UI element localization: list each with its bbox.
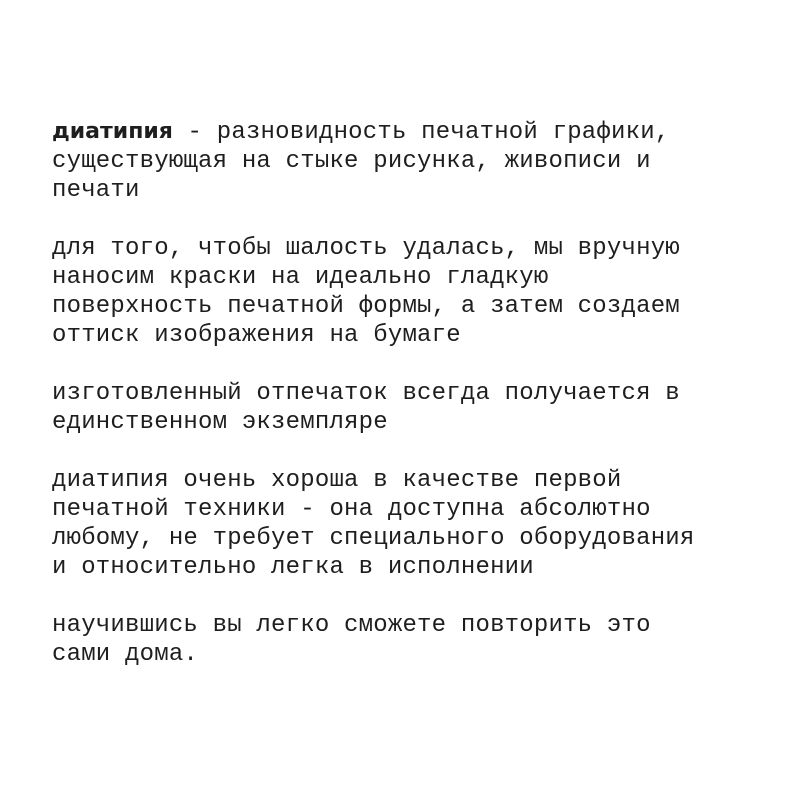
paragraph-first-technique: диатипия очень хороша в качестве первой печатной техники - она доступна абсолютно любому, не требует специального оборудования и относительно легка в исполнении	[52, 467, 695, 581]
text-body	[52, 117, 772, 698]
definition-text: - разновидность печатной графики, существующая на стыке рисунка, живописи и печати	[52, 119, 670, 204]
term-heading: диатипия	[52, 119, 173, 144]
paragraph-unique-print: изготовленный отпечаток всегда получается в единственном экземпляре	[52, 380, 680, 436]
paragraph-process: для того, чтобы шалость удалась, мы вручную наносим краски на идеально гладкую поверхность печатной формы, а затем создаем оттиск изображения на бумаге	[52, 235, 680, 349]
paragraph-definition	[52, 117, 772, 205]
paragraph-at-home: научившись вы легко сможете повторить это сами дома.	[52, 612, 651, 668]
